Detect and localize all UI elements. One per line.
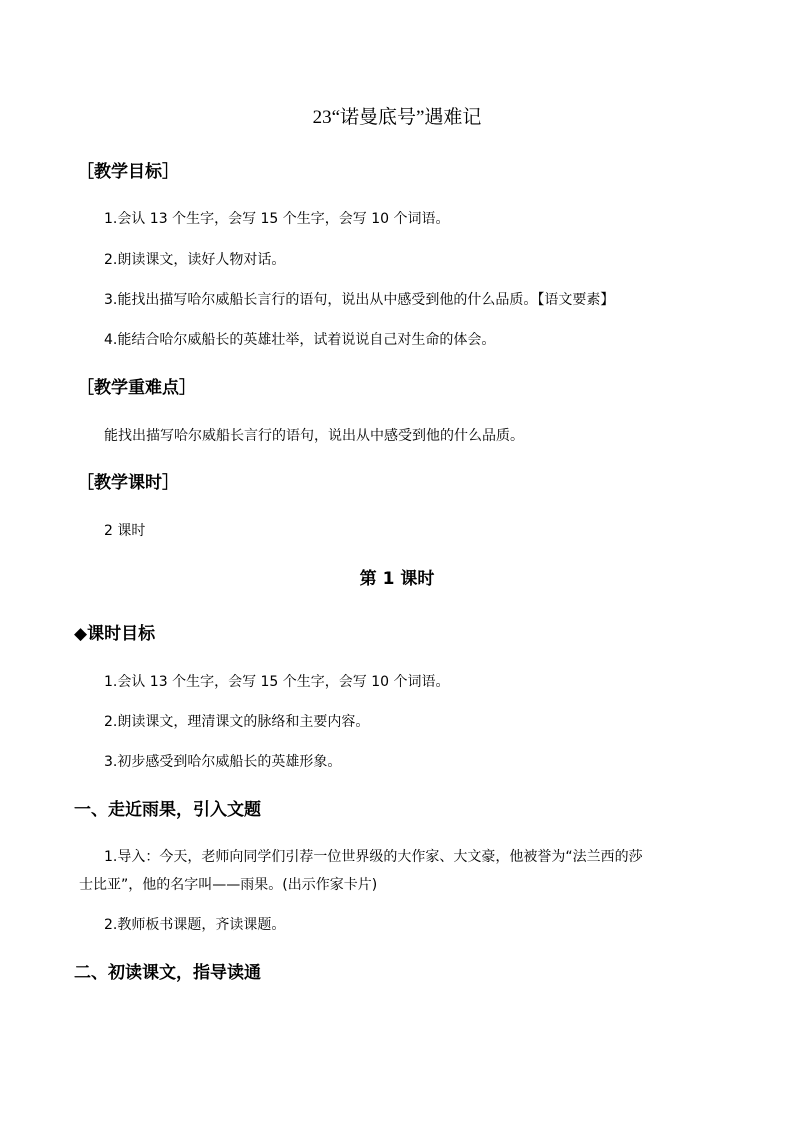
section-1-item-1-line-1: 1.导入：今天，老师向同学们引荐一位世界级的大作家、大文豪，他被誉为“法兰西的莎 — [104, 849, 643, 865]
periods-text: 2 课时 — [104, 523, 146, 539]
lesson-goal-1: 1.会认 13 个生字，会写 15 个生字，会写 10 个词语。 — [104, 674, 450, 690]
section-1-heading: 一、走近雨果，引入文题 — [74, 800, 261, 820]
lesson-title: 第 1 课时 — [359, 569, 435, 589]
lesson-goal-2: 2.朗读课文，理清课文的脉络和主要内容。 — [104, 714, 370, 730]
lesson-goal-heading: ◆课时目标 — [74, 624, 156, 644]
section-1-item-1-line-2: 士比亚”，他的名字叫——雨果。(出示作家卡片) — [79, 877, 378, 893]
objective-item-4: 4.能结合哈尔威船长的英雄壮举，试着说说自己对生命的体会。 — [104, 332, 496, 348]
key-points-heading: ［教学重难点］ — [77, 378, 196, 398]
document-title: 23“诺曼底号”遇难记 — [312, 107, 482, 128]
periods-heading: ［教学课时］ — [77, 473, 179, 493]
objective-item-1: 1.会认 13 个生字，会写 15 个生字，会写 10 个词语。 — [104, 211, 450, 227]
objective-item-3: 3.能找出描写哈尔威船长言行的语句，说出从中感受到他的什么品质。【语文要素】 — [104, 292, 615, 308]
objectives-heading: ［教学目标］ — [77, 162, 179, 182]
key-points-text: 能找出描写哈尔威船长言行的语句，说出从中感受到他的什么品质。 — [104, 428, 524, 444]
objective-item-2: 2.朗读课文，读好人物对话。 — [104, 252, 286, 268]
lesson-goal-3: 3.初步感受到哈尔威船长的英雄形象。 — [104, 754, 342, 770]
section-2-heading: 二、初读课文，指导读通 — [74, 963, 261, 983]
section-1-item-2: 2.教师板书课题，齐读课题。 — [104, 917, 286, 933]
